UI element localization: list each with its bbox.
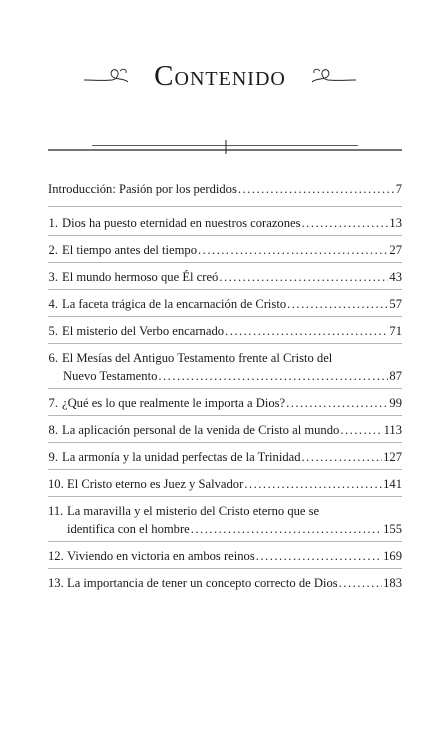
toc-chapter-3[interactable]: [48, 268, 402, 290]
chapter-page: 71: [389, 324, 402, 338]
chapter-title: ¿Qué es lo que realmente le importa a Dios?: [62, 396, 286, 410]
chapter-number: 4.: [48, 297, 58, 311]
chapter-number: 9.: [48, 450, 58, 464]
toc-intro-label: Introducción: Pasión por los perdidos: [48, 182, 237, 196]
chapter-page: 27: [389, 243, 402, 257]
dot-leader: [158, 367, 388, 385]
dot-leader: [225, 322, 388, 340]
chapter-page: 13: [389, 216, 402, 230]
toc-chapter-8[interactable]: [48, 421, 402, 443]
toc-intro-page: 7: [395, 182, 402, 196]
dot-leader: [244, 475, 382, 493]
chapter-page: 127: [383, 450, 402, 464]
chapter-page: 99: [389, 396, 402, 410]
chapter-number: 5.: [48, 324, 58, 338]
dot-leader: [340, 421, 382, 439]
dot-leader: [287, 295, 388, 313]
toc-chapter-12[interactable]: [48, 547, 402, 569]
chapter-number: 2.: [48, 243, 58, 257]
chapter-number: 13.: [48, 576, 64, 590]
dot-leader: [256, 547, 382, 565]
dot-leader: [302, 214, 389, 232]
toc-chapter-11[interactable]: [48, 502, 402, 542]
chapter-number: 1.: [48, 216, 58, 230]
chapter-title: La maravilla y el misterio del Cristo eterno que se: [67, 504, 320, 518]
toc-chapter-7[interactable]: [48, 394, 402, 416]
chapter-title-continued: identifica con el hombre: [67, 522, 190, 536]
toc-intro[interactable]: [48, 180, 402, 207]
dot-leader: [198, 241, 388, 259]
dot-leader: [238, 180, 395, 198]
chapter-page: 43: [389, 270, 402, 284]
toc-chapter-2[interactable]: [48, 241, 402, 263]
chapter-page: 169: [383, 549, 402, 563]
chapter-page: 183: [383, 576, 402, 590]
dot-leader: [339, 574, 382, 592]
toc-chapter-1[interactable]: [48, 214, 402, 236]
chapter-page: 141: [383, 477, 402, 491]
dot-leader: [219, 268, 388, 286]
title-divider: [0, 138, 440, 158]
chapter-title: El mundo hermoso que Él creó: [62, 270, 219, 284]
chapter-title: La importancia de tener un concepto correcto de Dios: [67, 576, 338, 590]
chapter-title: La faceta trágica de la encarnación de Cristo: [62, 297, 287, 311]
chapter-number: 10.: [48, 477, 64, 491]
chapter-title: El Mesías del Antiguo Testamento frente al Cristo del: [62, 351, 333, 365]
chapter-title: La aplicación personal de la venida de Cristo al mundo: [62, 423, 340, 437]
page-title: Contenido: [154, 60, 286, 92]
dot-leader: [286, 394, 388, 412]
toc-chapter-10[interactable]: [48, 475, 402, 497]
table-of-contents: [48, 180, 402, 600]
title-row: [0, 58, 440, 98]
chapter-title: El misterio del Verbo encarnado: [62, 324, 225, 338]
toc-chapter-13[interactable]: [48, 574, 402, 595]
chapter-number: 3.: [48, 270, 58, 284]
toc-chapter-6[interactable]: [48, 349, 402, 389]
chapter-title: El tiempo antes del tiempo: [62, 243, 198, 257]
chapter-title: El Cristo eterno es Juez y Salvador: [67, 477, 244, 491]
chapter-page: 113: [383, 423, 402, 437]
chapter-number: 8.: [48, 423, 58, 437]
chapter-number: 11.: [48, 504, 64, 518]
chapter-page: 155: [383, 522, 402, 536]
dot-leader: [302, 448, 383, 466]
dot-leader: [191, 520, 382, 538]
chapter-title: La armonía y la unidad perfectas de la Trinidad: [62, 450, 301, 464]
chapter-number: 6.: [48, 351, 58, 365]
chapter-title: Viviendo en victoria en ambos reinos: [67, 549, 255, 563]
toc-chapter-5[interactable]: [48, 322, 402, 344]
chapter-page: 57: [389, 297, 402, 311]
toc-chapter-4[interactable]: [48, 295, 402, 317]
chapter-title-continued: Nuevo Testamento: [63, 369, 158, 383]
chapter-number: 7.: [48, 396, 58, 410]
toc-chapter-9[interactable]: [48, 448, 402, 470]
chapter-page: 87: [389, 369, 402, 383]
chapter-number: 12.: [48, 549, 64, 563]
chapter-title: Dios ha puesto eternidad en nuestros corazones: [62, 216, 301, 230]
right-flourish-ornament: [308, 66, 356, 90]
